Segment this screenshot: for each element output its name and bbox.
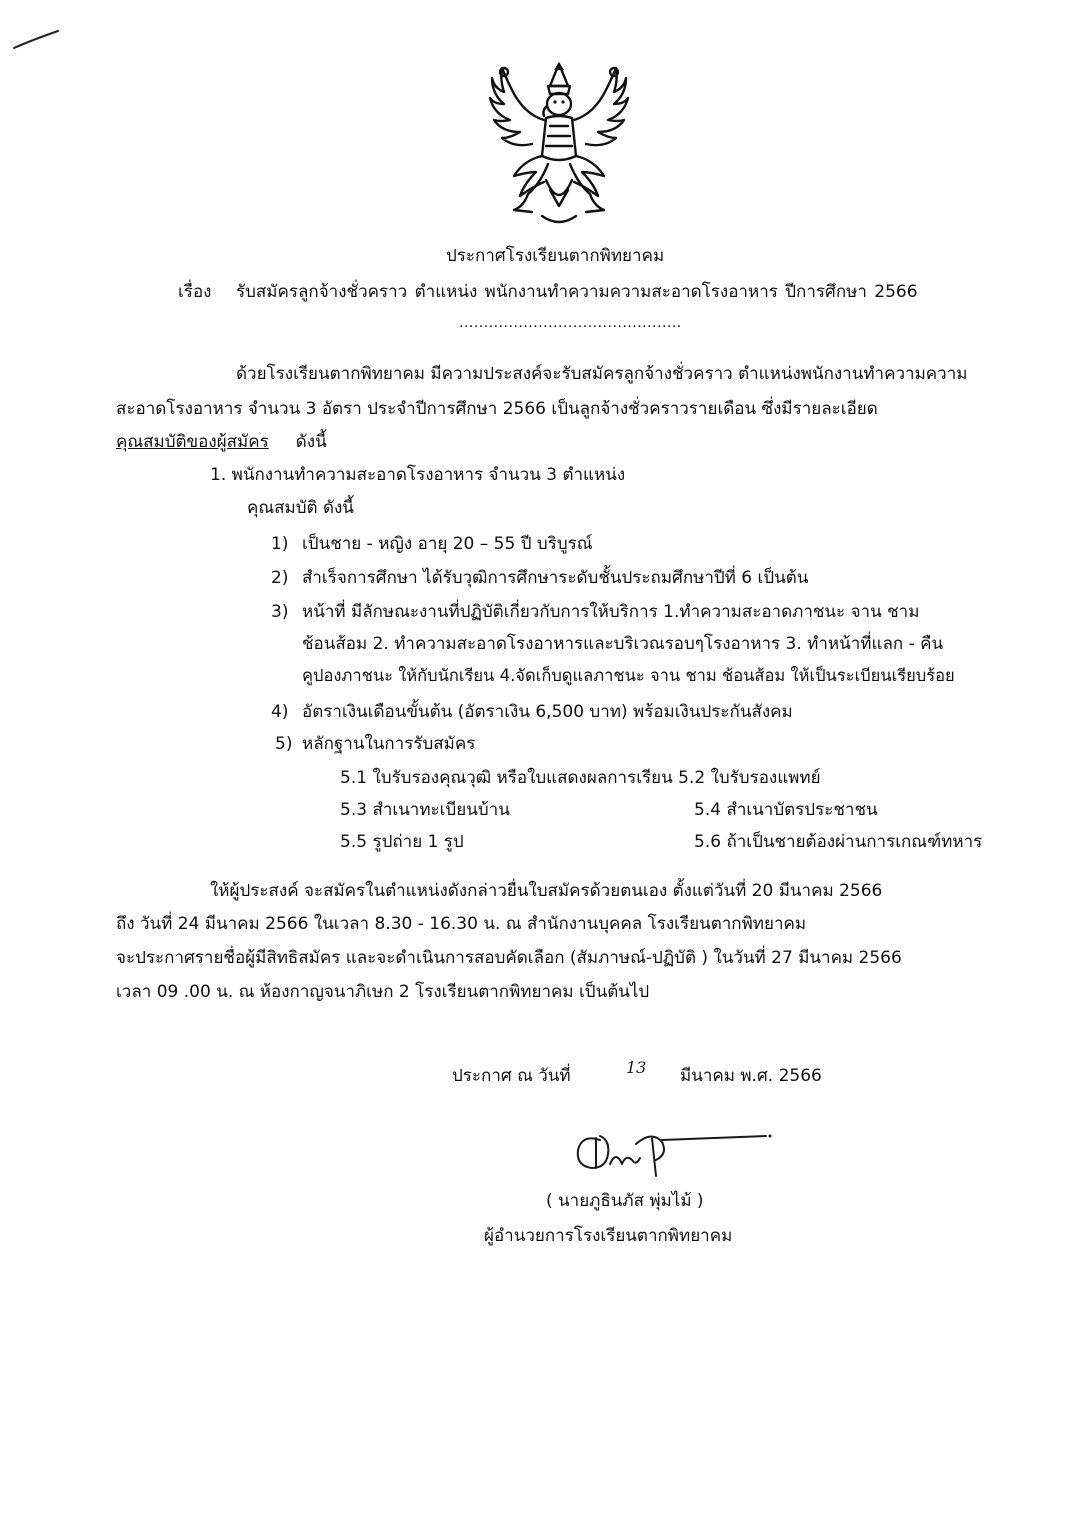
intro-line-3: [116, 434, 327, 451]
signatory-name: ( นายภูธินภัส พุ่มไม้ ): [546, 1191, 704, 1211]
item-number: 1): [271, 534, 289, 554]
intro-line-1: ด้วยโรงเรียนตากพิทยาคม มีความประสงค์จะรับสมัครลูกจ้างชั่วคราว ตำแหน่งพนักงานทำความความ: [236, 364, 968, 384]
item-text: สำเร็จการศึกษา ได้รับวุฒิการศึกษาระดับชั้นประถมศึกษาปีที่ 6 เป็นต้น: [302, 568, 809, 588]
announce-day-handwritten: 13: [626, 1058, 647, 1077]
page-title: ประกาศโรงเรียนตากพิทยาคม: [446, 246, 665, 266]
evidence-5-4: 5.4 สำเนาบัตรประชาชน: [694, 800, 878, 820]
item-text: เป็นชาย - หญิง อายุ 20 – 55 ปี บริบูรณ์: [302, 534, 593, 554]
application-line-3: จะประกาศรายชื่อผู้มีสิทธิสมัคร และจะดำเนินการสอบคัดเลือก (สัมภาษณ์-ปฏิบัติ ) ในวันที่ 27 มีนาคม 2566: [116, 948, 902, 968]
application-line-1: ให้ผู้ประสงค์ จะสมัครในตำแหน่งดังกล่าวยื่นใบสมัครด้วยตนเอง ตั้งแต่วันที่ 20 มีนาคม 2566: [210, 881, 883, 901]
intro-line-2: สะอาดโรงอาหาร จำนวน 3 อัตรา ประจำปีการศึกษา 2566 เป็นลูกจ้างชั่วคราวรายเดือน ซึ่งมีรายละเอียด: [116, 399, 878, 419]
item-text: หลักฐานในการรับสมัคร: [302, 734, 476, 754]
evidence-row-1: 5.1 ใบรับรองคุณวุฒิ หรือใบแสดงผลการเรียน 5.2 ใบรับรองแพทย์: [340, 768, 821, 788]
divider-dots: .............................................: [459, 315, 682, 331]
item-number: 5): [275, 734, 293, 754]
announce-date-suffix: มีนาคม พ.ศ. 2566: [680, 1066, 822, 1086]
item-number: 4): [271, 702, 289, 722]
item-text: อัตราเงินเดือนขั้นต้น (อัตราเงิน 6,500 บาท) พร้อมเงินประกันสังคม: [302, 702, 793, 722]
announce-date-prefix: ประกาศ ณ วันที่: [452, 1066, 571, 1086]
item-text: ช้อนส้อม 2. ทำความสะอาดโรงอาหารและบริเวณรอบๆโรงอาหาร 3. ทำหน้าที่แลก - คืน: [302, 634, 944, 654]
evidence-5-5: 5.5 รูปถ่าย 1 รูป: [340, 832, 464, 852]
application-line-2: ถึง วันที่ 24 มีนาคม 2566 ในเวลา 8.30 - 16.30 น. ณ สำนักงานบุคคล โรงเรียนตากพิทยาคม: [116, 914, 807, 934]
evidence-5-6: 5.6 ถ้าเป็นชายต้องผ่านการเกณฑ์ทหาร: [694, 832, 983, 852]
garuda-emblem-icon: [484, 60, 634, 230]
item-number: 2): [271, 568, 289, 588]
signatory-title: ผู้อำนวยการโรงเรียนตากพิทยาคม: [484, 1226, 733, 1246]
evidence-5-3: 5.3 สำเนาทะเบียนบ้าน: [340, 800, 510, 820]
qualifications-heading: คุณสมบัติของผู้สมัคร: [116, 432, 269, 452]
subject-text: รับสมัครลูกจ้างชั่วคราว ตำแหน่ง พนักงานทำความความสะอาดโรงอาหาร ปีการศึกษา 2566: [236, 282, 918, 302]
item-text: หน้าที่ มีลักษณะงานที่ปฏิบัติเกี่ยวกับการให้บริการ 1.ทำความสะอาดภาชนะ จาน ชาม: [302, 602, 920, 622]
subject-label: เรื่อง: [178, 282, 212, 302]
item-text: คูปองภาชนะ ให้กับนักเรียน 4.จัดเก็บดูแลภาชนะ จาน ชาม ช้อนส้อม ให้เป็นระเบียนเรียบร้อย: [302, 666, 955, 685]
pen-stroke-mark: [12, 28, 62, 52]
intro-line-3-rest: ดังนี้: [295, 432, 327, 452]
item-number: 3): [271, 602, 289, 622]
application-line-4: เวลา 09 .00 น. ณ ห้องกาญจนาภิเษก 2 โรงเรียนตากพิทยาคม เป็นต้นไป: [116, 982, 650, 1002]
qualifications-label: คุณสมบัติ ดังนี้: [247, 498, 354, 518]
handwritten-signature-icon: [570, 1120, 780, 1180]
position-heading: 1. พนักงานทำความสะอาดโรงอาหาร จำนวน 3 ตำแหน่ง: [210, 465, 626, 485]
